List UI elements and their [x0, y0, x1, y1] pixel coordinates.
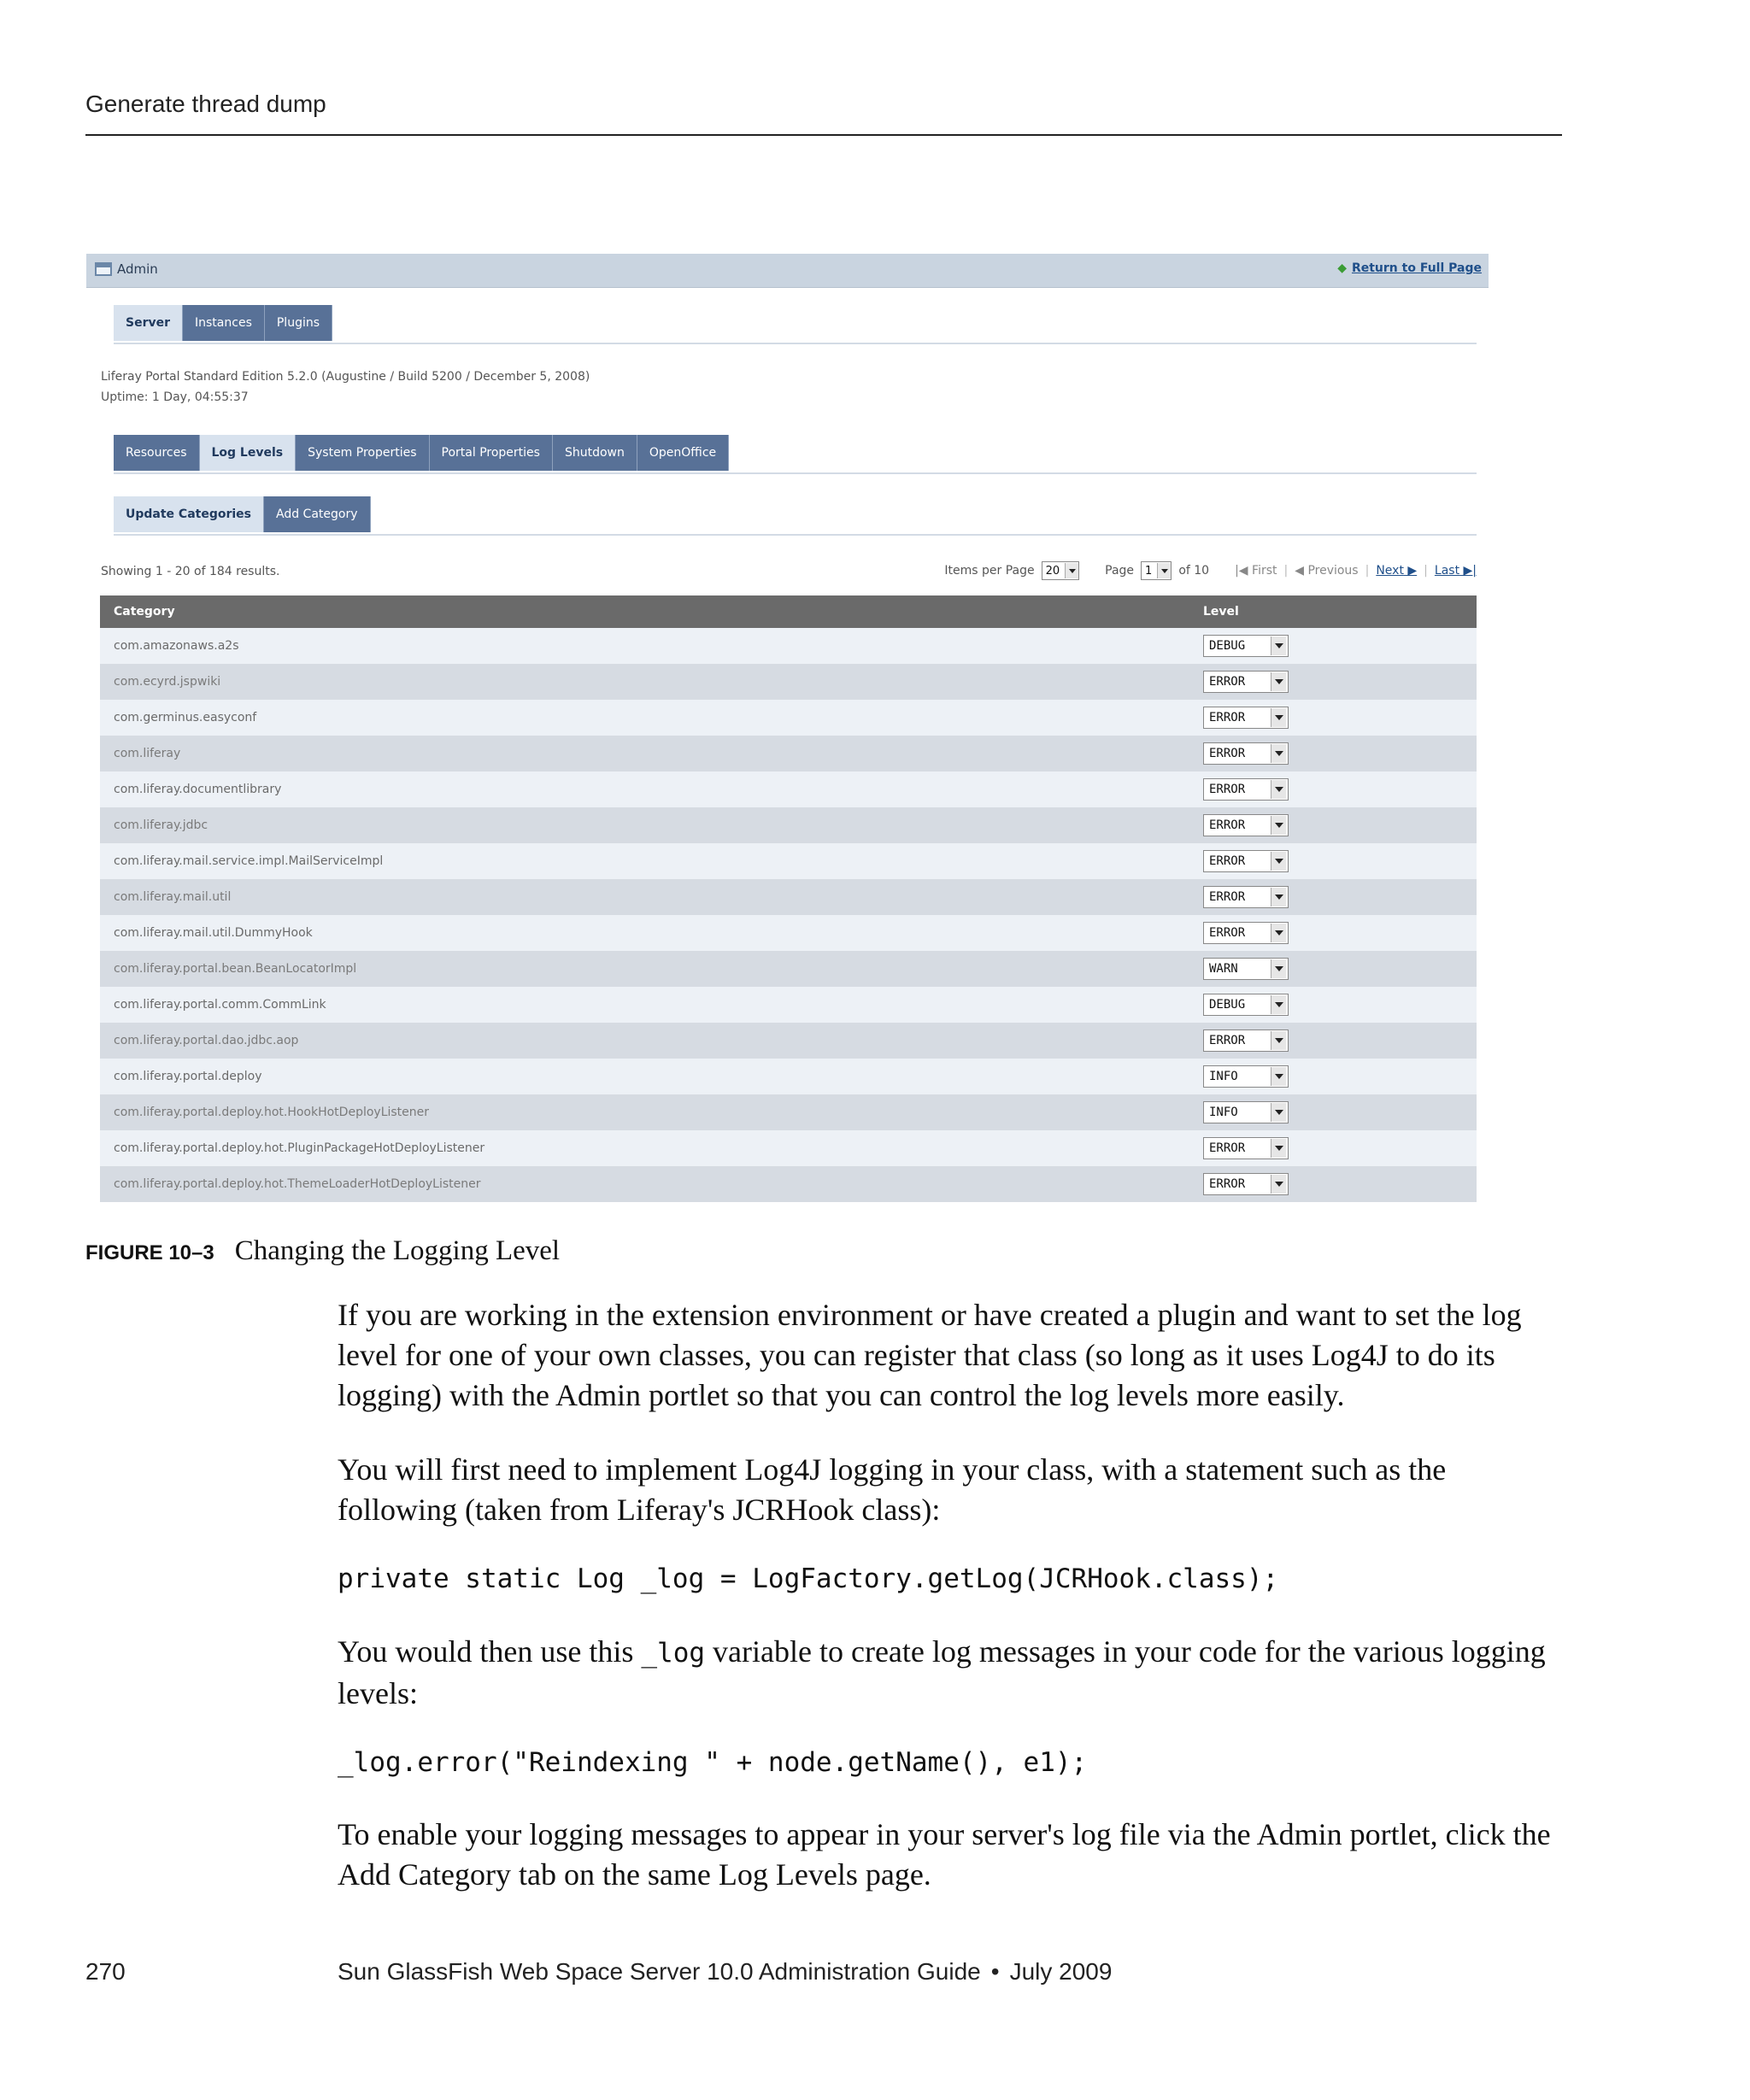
last-page-link[interactable]: Last ▶|	[1434, 564, 1477, 578]
table-row	[100, 879, 1477, 915]
category-cell: com.liferay.portal.deploy	[100, 1059, 1189, 1094]
chevron-down-icon	[1271, 1103, 1286, 1122]
tab-portal-properties[interactable]: Portal Properties	[430, 435, 553, 471]
level-select[interactable]: ERROR	[1203, 742, 1289, 765]
chevron-down-icon	[1271, 816, 1286, 835]
window-icon	[95, 262, 112, 276]
portlet-titlebar	[86, 254, 1489, 288]
level-select[interactable]: ERROR	[1203, 814, 1289, 836]
tab-update-categories[interactable]: Update Categories	[114, 496, 264, 532]
page-number: 270	[85, 1958, 126, 1985]
chevron-down-icon	[1271, 959, 1286, 978]
tab-system-properties[interactable]: System Properties	[296, 435, 429, 471]
table-row	[100, 807, 1477, 843]
category-cell: com.liferay.portal.comm.CommLink	[100, 987, 1189, 1023]
pagination-bar: Showing 1 - 20 of 184 results. Items per Page 20 Page 1 of 10 |◀ First | ◀ Previous | Next ▶ | Last ▶|	[101, 561, 1477, 585]
running-head: Generate thread dump	[85, 91, 326, 117]
tab-underline	[114, 472, 1477, 474]
level-select[interactable]: ERROR	[1203, 671, 1289, 693]
table-row	[100, 1094, 1477, 1130]
admin-portlet-screenshot	[86, 254, 1489, 1202]
category-cell: com.liferay.portal.bean.BeanLocatorImpl	[100, 951, 1189, 987]
chevron-down-icon	[1271, 1139, 1286, 1158]
log-level-tabs	[114, 496, 371, 532]
log-level-table	[100, 595, 1477, 1202]
level-select[interactable]: DEBUG	[1203, 994, 1289, 1016]
chevron-down-icon	[1271, 1031, 1286, 1050]
level-select[interactable]: DEBUG	[1203, 635, 1289, 657]
figure-caption	[85, 1235, 560, 1267]
table-row	[100, 987, 1477, 1023]
return-to-full-page-link[interactable]: ◆ Return to Full Page	[1337, 261, 1482, 275]
level-select[interactable]: WARN	[1203, 958, 1289, 980]
next-page-link[interactable]: Next ▶	[1376, 564, 1418, 578]
table-row	[100, 951, 1477, 987]
tab-log-levels[interactable]: Log Levels	[200, 435, 297, 471]
chevron-down-icon	[1065, 563, 1078, 578]
chevron-down-icon	[1271, 744, 1286, 763]
portal-version: Liferay Portal Standard Edition 5.2.0 (Augustine / Build 5200 / December 5, 2008)	[101, 370, 590, 384]
category-cell: com.liferay	[100, 736, 1189, 771]
category-cell: com.germinus.easyconf	[100, 700, 1189, 736]
table-row	[100, 1130, 1477, 1166]
tab-shutdown[interactable]: Shutdown	[553, 435, 637, 471]
category-cell: com.liferay.portal.dao.jdbc.aop	[100, 1023, 1189, 1059]
category-cell: com.liferay.documentlibrary	[100, 771, 1189, 807]
first-page-link[interactable]: |◀ First	[1235, 564, 1277, 578]
previous-page-link[interactable]: ◀ Previous	[1295, 564, 1359, 578]
footer-date: July 2009	[1009, 1958, 1113, 1985]
level-select[interactable]: ERROR	[1203, 707, 1289, 729]
tab-resources[interactable]: Resources	[114, 435, 200, 471]
table-row	[100, 915, 1477, 951]
table-row	[100, 628, 1477, 664]
level-column-header: Level	[1189, 595, 1477, 628]
category-column-header: Category	[100, 595, 1189, 628]
portlet-title: Admin	[117, 261, 158, 277]
table-row	[100, 843, 1477, 879]
page-label: Page	[1105, 564, 1135, 578]
category-cell: com.liferay.portal.deploy.hot.ThemeLoaderHotDeployListener	[100, 1166, 1189, 1202]
paragraph-3: You would then use this _log variable to create log messages in your code for the various logging levels:	[338, 1634, 1546, 1710]
table-row	[100, 1166, 1477, 1202]
chevron-down-icon	[1271, 888, 1286, 906]
inline-code: _log	[641, 1638, 706, 1669]
footer-title: Sun GlassFish Web Space Server 10.0 Administration Guide • July 2009	[338, 1958, 1113, 1985]
page-select[interactable]: 1	[1141, 561, 1172, 580]
figure-title: Changing the Logging Level	[234, 1235, 561, 1266]
category-cell: com.liferay.portal.deploy.hot.HookHotDeployListener	[100, 1094, 1189, 1130]
table-header-row	[100, 595, 1477, 628]
level-select[interactable]: ERROR	[1203, 850, 1289, 872]
figure-label: FIGURE 10–3	[85, 1241, 214, 1264]
level-select[interactable]: INFO	[1203, 1101, 1289, 1123]
table-row	[100, 1023, 1477, 1059]
chevron-down-icon	[1271, 1175, 1286, 1194]
table-row	[100, 736, 1477, 771]
chevron-down-icon	[1271, 1067, 1286, 1086]
page-count: of 10	[1178, 564, 1210, 578]
chevron-down-icon	[1271, 780, 1286, 799]
level-select[interactable]: INFO	[1203, 1065, 1289, 1088]
table-row	[100, 771, 1477, 807]
code-sample-1: private static Log _log = LogFactory.getLog(JCRHook.class);	[338, 1563, 1279, 1594]
last-page-icon: ▶|	[1459, 564, 1477, 578]
level-select[interactable]: ERROR	[1203, 1173, 1289, 1195]
tab-openoffice[interactable]: OpenOffice	[637, 435, 729, 471]
tab-server[interactable]: Server	[114, 305, 183, 341]
level-select[interactable]: ERROR	[1203, 1137, 1289, 1159]
top-tabs	[114, 305, 332, 341]
chevron-down-icon	[1271, 636, 1286, 655]
tab-underline	[114, 343, 1477, 344]
tab-add-category[interactable]: Add Category	[264, 496, 371, 532]
table-row	[100, 1059, 1477, 1094]
items-per-page-label: Items per Page	[944, 564, 1035, 578]
results-count: Showing 1 - 20 of 184 results.	[101, 565, 280, 578]
level-select[interactable]: ERROR	[1203, 1029, 1289, 1052]
category-cell: com.liferay.portal.deploy.hot.PluginPackageHotDeployListener	[100, 1130, 1189, 1166]
first-page-icon: |◀	[1235, 564, 1253, 578]
chevron-down-icon	[1271, 924, 1286, 942]
next-page-icon: ▶	[1403, 564, 1418, 578]
chevron-down-icon	[1271, 852, 1286, 871]
level-select[interactable]: ERROR	[1203, 886, 1289, 908]
category-cell: com.liferay.jdbc	[100, 807, 1189, 843]
chevron-down-icon	[1271, 708, 1286, 727]
tab-underline	[114, 534, 1477, 536]
footer-separator: •	[990, 1958, 1000, 1985]
header-rule	[85, 134, 1562, 136]
tab-plugins[interactable]: Plugins	[265, 305, 332, 341]
category-cell: com.liferay.mail.util	[100, 879, 1189, 915]
chevron-down-icon	[1271, 672, 1286, 691]
paragraph-2: You will first need to implement Log4J logging in your class, with a statement such as the following (taken from Liferay's JCRHook class):	[338, 1452, 1447, 1527]
level-select[interactable]: ERROR	[1203, 778, 1289, 801]
code-sample-2: _log.error("Reindexing " + node.getName(), e1);	[338, 1747, 1088, 1778]
server-tabs	[114, 435, 729, 471]
tab-instances[interactable]: Instances	[183, 305, 265, 341]
table-row	[100, 700, 1477, 736]
previous-page-icon: ◀	[1295, 564, 1308, 578]
level-select[interactable]: ERROR	[1203, 922, 1289, 944]
table-row	[100, 664, 1477, 700]
category-cell: com.ecyrd.jspwiki	[100, 664, 1189, 700]
category-cell: com.liferay.mail.util.DummyHook	[100, 915, 1189, 951]
paragraph-4: To enable your logging messages to appear in your server's log file via the Admin portlet, click the Add Category tab on the same Log Levels page.	[338, 1817, 1551, 1892]
items-per-page-select[interactable]: 20	[1042, 561, 1080, 580]
chevron-down-icon	[1157, 563, 1171, 578]
category-cell: com.amazonaws.a2s	[100, 628, 1189, 664]
uptime: Uptime: 1 Day, 04:55:37	[101, 390, 249, 404]
chevron-down-icon	[1271, 995, 1286, 1014]
category-cell: com.liferay.mail.service.impl.MailServiceImpl	[100, 843, 1189, 879]
paragraph-1: If you are working in the extension environment or have created a plugin and want to set the log level for one of your own classes, you can register that class (so long as it uses Log4J to do its logging) with the Admin portlet so that you can control the log levels more easily.	[338, 1298, 1522, 1412]
back-arrow-icon: ◆	[1337, 261, 1347, 275]
